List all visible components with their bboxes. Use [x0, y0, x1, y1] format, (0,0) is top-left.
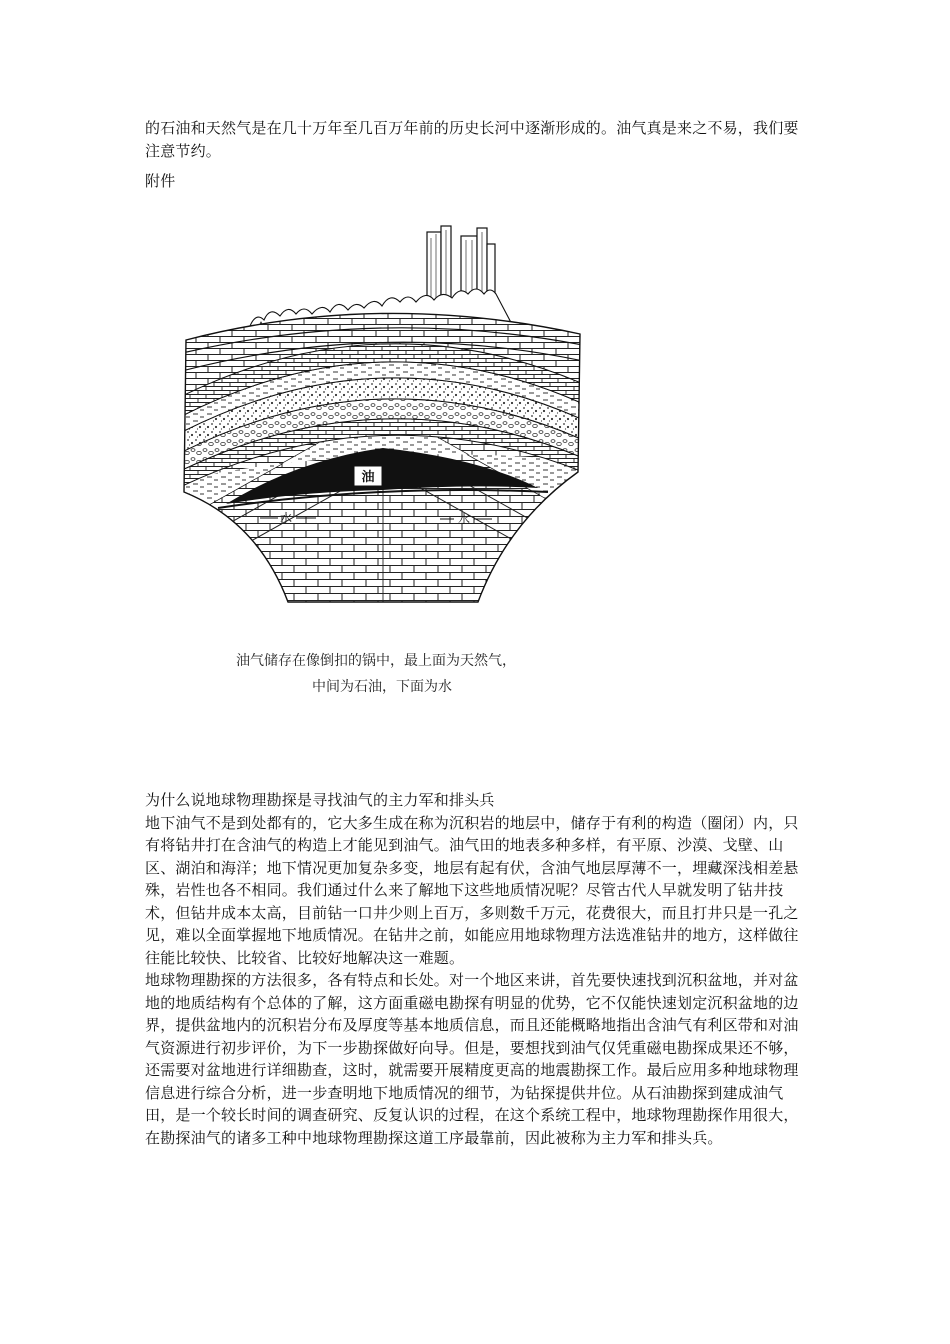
section-heading: 为什么说地球物理勘探是寻找油气的主力军和排头兵: [145, 791, 495, 809]
intro-text: 的石油和天然气是在几十万年至几百万年前的历史长河中逐渐形成的。油气真是来之不易，我们要注意节约。: [145, 119, 799, 160]
section-paragraph-2: 地球物理勘探的方法很多，各有特点和长处。对一个地区来讲，首先要快速找到沉积盆地，并对盆地的地质结构有个总体的了解，这方面重磁电勘探有明显的优势，它不仅能快速划定沉积盆地的边界，提供盆地内的沉积岩分布及厚度等基本地质信息，而且还能概略地指出含油气有利区带和对油气资源进行初步评价，为下一步勘探做好向导。但是，要想找到油气仅凭重磁电勘探成果还不够，还需要对盆地进行详细勘查，这时，就需要开展精度更高的地震勘探工作。最后应用多种地球物理信息进行综合分析，进一步查明地下地质情况的细节，为钻探提供井位。从石油勘探到建成油气田，是一个较长时间的调查研究、反复认识的过程，在这个系统工程中，地球物理勘探作用很大，在勘探油气的诸多工种中地球物理勘探这道工序最靠前，因此被称为主力军和排头兵。: [145, 971, 799, 1147]
figure-caption-line1: 油气储存在像倒扣的锅中，最上面为天然气，: [236, 653, 516, 669]
oil-label: 油: [361, 470, 375, 485]
water-label-right: 水: [457, 512, 471, 526]
intro-paragraph: [145, 117, 807, 162]
figure-caption-line2: 中间为石油，下面为水: [312, 679, 452, 695]
oil-trap-illustration: [178, 222, 588, 622]
water-label-left: 水: [279, 511, 293, 525]
attachment-label: 附件: [145, 172, 176, 190]
article-section: [145, 789, 807, 1149]
section-paragraph-1: 地下油气不是到处都有的，它大多生成在称为沉积岩的地层中，储存于有利的构造（圈闭）内，只有将钻井打在含油气的构造上才能见到油气。油气田的地表多种多样，有平原、沙漠、戈壁、山区、湖泊和海洋；地下情况更加复杂多变，地层有起有伏，含油气地层厚薄不一，埋藏深浅相差悬殊，岩性也各不相同。我们通过什么来了解地下这些地质情况呢？尽管古代人早就发明了钻井技术，但钻井成本太高，目前钻一口井少则上百万，多则数千万元，花费很大，而且打井只是一孔之见，难以全面掌握地下地质情况。在钻井之前，如能应用地球物理方法选准钻井的地方，这样做往往能比较快、比较省、比较好地解决这一难题。: [145, 813, 799, 967]
